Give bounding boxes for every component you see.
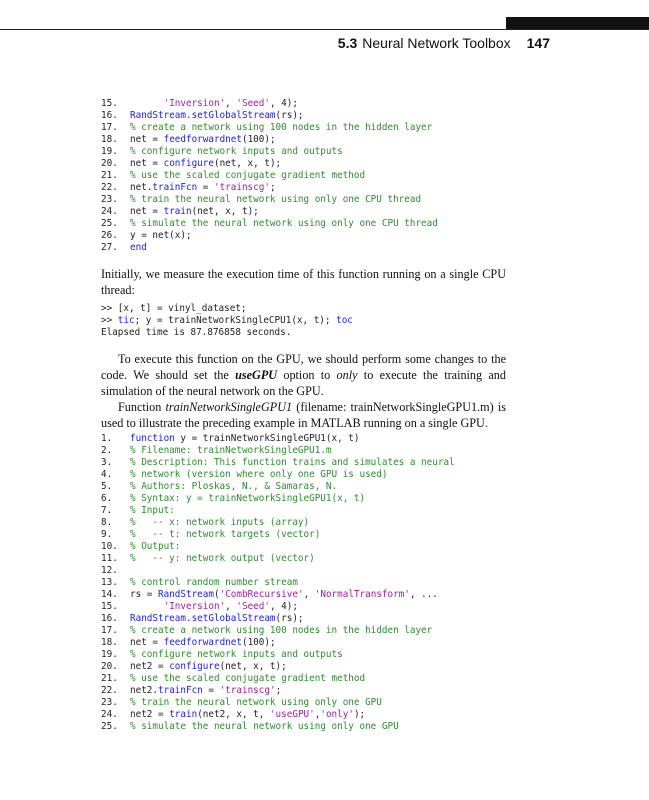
- paragraph-intro: [101, 266, 506, 298]
- code-line: [101, 709, 455, 721]
- code-token: (net2, x, t,: [197, 709, 270, 720]
- code-token: function: [130, 433, 175, 444]
- code-token: (net, x, t);: [219, 661, 287, 672]
- code-token: =: [202, 685, 220, 696]
- line-number: 3.: [101, 457, 113, 468]
- section-number: 5.3: [337, 35, 358, 51]
- line-number: 24.: [101, 709, 118, 720]
- header-bar: [506, 17, 649, 29]
- line-number: 15.: [101, 98, 118, 109]
- code-token: (rs);: [275, 613, 304, 624]
- code-token: RandStream: [158, 589, 214, 600]
- code-token: 'useGPU': [269, 709, 315, 720]
- code-token: train: [163, 206, 192, 217]
- code-token: y = net(x);: [130, 230, 192, 241]
- code-token: configure: [163, 158, 214, 169]
- page-number: 147: [526, 35, 550, 51]
- line-number: 15.: [101, 601, 118, 612]
- code-line: [101, 721, 455, 733]
- option-value: only: [336, 368, 358, 382]
- code-token: % create a network using 100 nodes in the hidden layer: [130, 122, 433, 133]
- code-line: [101, 649, 455, 661]
- code-line: [101, 661, 455, 673]
- code-token: 'Inversion': [163, 601, 226, 612]
- code-line: [101, 589, 455, 601]
- code-token: % -- t: network targets (vector): [130, 529, 321, 540]
- line-number: 26.: [101, 230, 118, 241]
- paragraph-text: To execute this function on the GPU, we should perform some changes to the code. We should set the useGPU option to only to execute the training and simulation of the neural network on the GPU.: [101, 352, 506, 398]
- code-token: ,: [314, 709, 321, 720]
- code-token: tic: [117, 315, 135, 326]
- code-line: [101, 206, 438, 218]
- line-number: 18.: [101, 134, 118, 145]
- code-token: % control random number stream: [130, 577, 298, 588]
- code-listing-cpu-end: [101, 98, 438, 254]
- code-token: % -- y: network output (vector): [130, 553, 315, 564]
- code-line: [101, 613, 455, 625]
- line-number: 8.: [101, 517, 113, 528]
- code-token: (100);: [241, 134, 276, 145]
- code-token: );: [353, 709, 366, 720]
- code-token: 'Seed': [236, 98, 270, 109]
- code-token: , 4);: [269, 601, 298, 612]
- code-token: =: [197, 182, 214, 193]
- code-token: 'Inversion': [163, 98, 226, 109]
- code-token: % create a network using 100 nodes in the hidden layer: [130, 625, 433, 636]
- line-number: 21.: [101, 170, 118, 181]
- code-token: ;: [275, 685, 282, 696]
- header-rule: [0, 29, 649, 30]
- code-token: % network (version where only one GPU is used): [130, 469, 388, 480]
- code-line: [101, 481, 455, 493]
- code-token: % Syntax: y = trainNetworkSingleGPU1(x, t): [130, 493, 366, 504]
- code-line: [101, 469, 455, 481]
- code-token: % configure network inputs and outputs: [130, 649, 343, 660]
- line-number: 25.: [101, 721, 118, 732]
- code-token: [130, 601, 164, 612]
- line-number: 23.: [101, 697, 118, 708]
- line-number: 20.: [101, 661, 118, 672]
- code-token: 'trainscg': [219, 685, 276, 696]
- line-number: 19.: [101, 146, 118, 157]
- code-token: >> [x, t] = vinyl_dataset;: [101, 303, 247, 314]
- line-number: 11.: [101, 553, 118, 564]
- code-line: [101, 529, 455, 541]
- code-line: [101, 146, 438, 158]
- code-token: configure: [169, 661, 220, 672]
- code-line: [101, 505, 455, 517]
- code-line: [101, 110, 438, 122]
- code-token: trainFcn: [158, 685, 203, 696]
- line-number: 2.: [101, 445, 113, 456]
- code-line: [101, 158, 438, 170]
- code-token: % simulate the neural network using only one GPU: [130, 721, 399, 732]
- code-token: % use the scaled conjugate gradient method: [130, 673, 366, 684]
- code-line: [101, 493, 455, 505]
- code-line: [101, 673, 455, 685]
- code-token: 'trainscg': [213, 182, 270, 193]
- code-line: [101, 182, 438, 194]
- line-number: 16.: [101, 110, 118, 121]
- code-token: (100);: [241, 637, 276, 648]
- code-token: train: [169, 709, 198, 720]
- code-line: [101, 218, 438, 230]
- code-token: rs =: [130, 589, 158, 600]
- line-number: 17.: [101, 625, 118, 636]
- code-line: [101, 625, 455, 637]
- code-token: 'Seed': [236, 601, 270, 612]
- code-token: net =: [130, 134, 164, 145]
- code-token: (net, x, t);: [213, 158, 282, 169]
- console-line: [101, 315, 353, 327]
- console-line: [101, 303, 353, 315]
- code-token: 'only': [320, 709, 354, 720]
- code-line: [101, 577, 455, 589]
- code-line: [101, 445, 455, 457]
- code-token: end: [130, 242, 147, 253]
- option-name: useGPU: [235, 368, 278, 382]
- paragraph-gpu-changes: [101, 351, 506, 431]
- line-number: 4.: [101, 469, 113, 480]
- line-number: 18.: [101, 637, 118, 648]
- line-number: 25.: [101, 218, 118, 229]
- console-output: [101, 303, 353, 339]
- code-token: ;: [269, 182, 276, 193]
- code-token: RandStream.setGlobalStream: [130, 613, 276, 624]
- code-line: [101, 230, 438, 242]
- code-token: net.: [130, 182, 153, 193]
- code-token: Elapsed time is 87.876858 seconds.: [101, 327, 292, 338]
- code-token: RandStream.setGlobalStream: [130, 110, 276, 121]
- line-number: 9.: [101, 529, 113, 540]
- code-line: [101, 122, 438, 134]
- code-line: [101, 98, 438, 110]
- code-token: , 4);: [269, 98, 298, 109]
- code-token: % Output:: [130, 541, 181, 552]
- code-token: 'NormalTransform': [314, 589, 410, 600]
- code-line: [101, 194, 438, 206]
- section-title: Neural Network Toolbox: [362, 35, 511, 51]
- code-line: [101, 553, 455, 565]
- line-number: 24.: [101, 206, 118, 217]
- line-number: 12.: [101, 565, 118, 576]
- code-line: [101, 565, 455, 577]
- line-number: 22.: [101, 685, 118, 696]
- code-token: net =: [130, 637, 164, 648]
- line-number: 27.: [101, 242, 118, 253]
- code-token: toc: [336, 315, 353, 326]
- code-token: % Authors: Ploskas, N., & Samaras, N.: [130, 481, 338, 492]
- code-token: % Description: This function trains and simulates a neural: [130, 457, 455, 468]
- code-token: % -- x: network inputs (array): [130, 517, 310, 528]
- line-number: 16.: [101, 613, 118, 624]
- line-number: 7.: [101, 505, 113, 516]
- code-listing-gpu: [101, 433, 455, 733]
- code-token: [130, 98, 164, 109]
- line-number: 10.: [101, 541, 118, 552]
- code-token: feedforwardnet: [163, 637, 242, 648]
- code-token: net2.: [130, 685, 158, 696]
- code-token: % train the neural network using only one CPU thread: [130, 194, 422, 205]
- line-number: 14.: [101, 589, 118, 600]
- code-token: % Filename: trainNetworkSingleGPU1.m: [130, 445, 332, 456]
- code-token: net =: [130, 158, 164, 169]
- code-token: % configure network inputs and outputs: [130, 146, 343, 157]
- line-number: 13.: [101, 577, 118, 588]
- line-number: 22.: [101, 182, 118, 193]
- line-number: 17.: [101, 122, 118, 133]
- line-number: 5.: [101, 481, 113, 492]
- code-token: % simulate the neural network using only one CPU thread: [130, 218, 438, 229]
- code-line: [101, 242, 438, 254]
- running-header: [338, 35, 550, 51]
- code-token: (net, x, t);: [191, 206, 259, 217]
- line-number: 1.: [101, 433, 113, 444]
- paragraph-text: Initially, we measure the execution time of this function running on a single CPU thread:: [101, 267, 506, 297]
- line-number: 6.: [101, 493, 113, 504]
- code-token: , ...: [409, 589, 438, 600]
- code-line: [101, 697, 455, 709]
- line-number: 21.: [101, 673, 118, 684]
- console-line: [101, 327, 353, 339]
- code-line: [101, 637, 455, 649]
- code-token: net =: [130, 206, 164, 217]
- line-number: 20.: [101, 158, 118, 169]
- code-token: 'CombRecursive': [219, 589, 304, 600]
- code-token: % Input:: [130, 505, 175, 516]
- code-line: [101, 601, 455, 613]
- code-line: [101, 134, 438, 146]
- code-token: net2 =: [130, 709, 170, 720]
- code-line: [101, 170, 438, 182]
- code-token: ,: [303, 589, 315, 600]
- code-line: [101, 433, 455, 445]
- code-token: % train the neural network using only one GPU: [130, 697, 382, 708]
- code-line: [101, 457, 455, 469]
- code-token: feedforwardnet: [163, 134, 242, 145]
- code-line: [101, 517, 455, 529]
- code-token: ; y = trainNetworkSingleCPU1(x, t);: [134, 315, 337, 326]
- code-line: [101, 685, 455, 697]
- code-token: (rs);: [275, 110, 304, 121]
- function-name: trainNetworkSingleGPU1: [165, 400, 293, 414]
- paragraph-function-intro: Function trainNetworkSingleGPU1 (filename: trainNetworkSingleGPU1.m) is used to illustrate the preceding example in MATLAB running on a single GPU.: [101, 400, 506, 430]
- code-token: >>: [101, 315, 118, 326]
- code-token: (: [213, 589, 220, 600]
- code-token: ,: [225, 98, 237, 109]
- code-token: trainFcn: [152, 182, 198, 193]
- code-token: % use the scaled conjugate gradient method: [130, 170, 366, 181]
- line-number: 19.: [101, 649, 118, 660]
- line-number: 23.: [101, 194, 118, 205]
- code-token: y = trainNetworkSingleGPU1(x, t): [174, 433, 360, 444]
- code-token: ,: [225, 601, 237, 612]
- code-token: net2 =: [130, 661, 170, 672]
- code-line: [101, 541, 455, 553]
